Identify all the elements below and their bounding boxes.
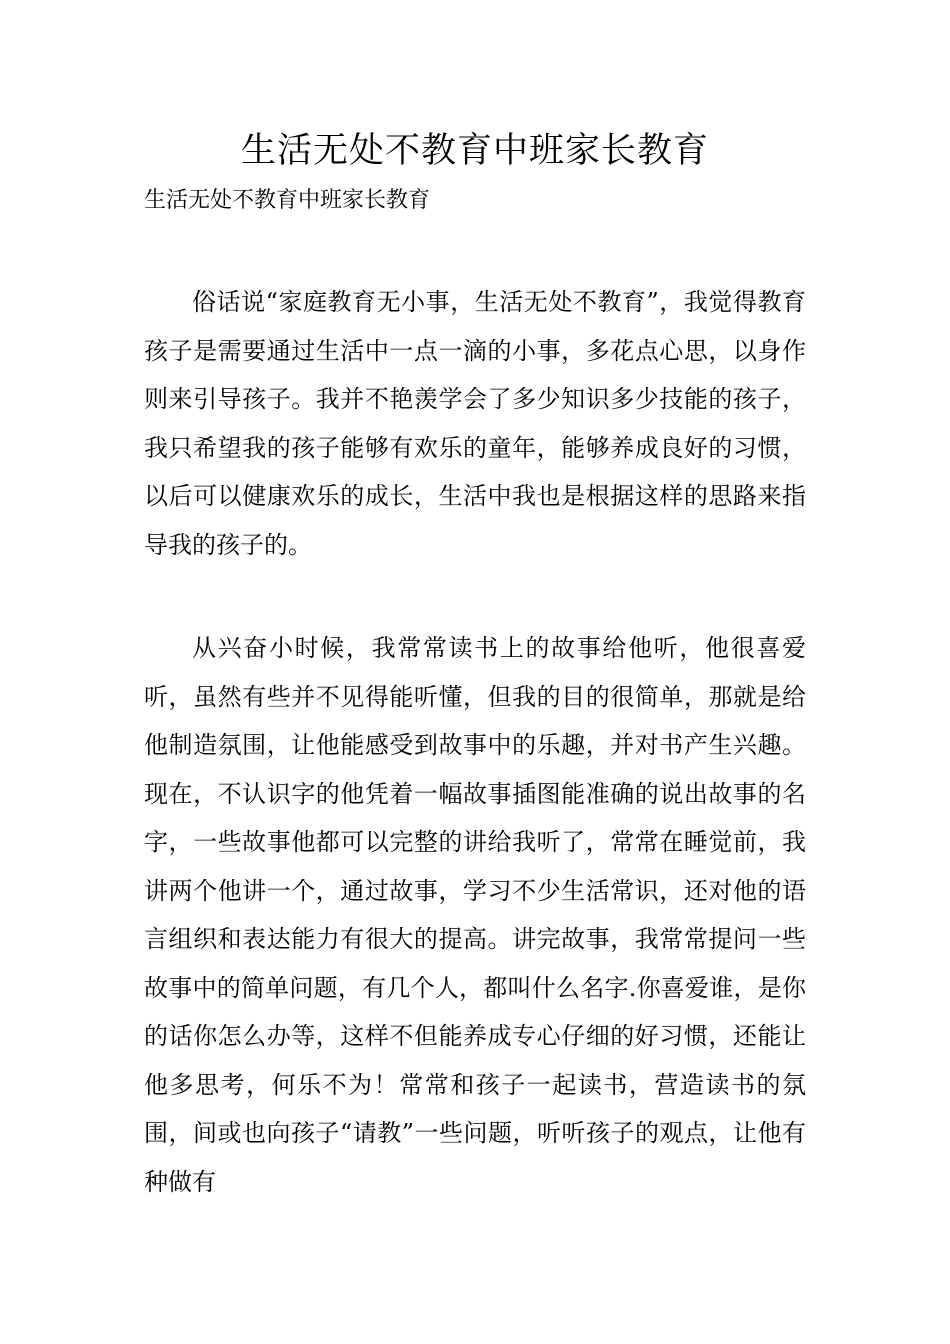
document-title: 生活无处不教育中班家长教育 [240,131,709,171]
document-subtitle: 生活无处不教育中班家长教育 [144,188,431,213]
paragraph-2: 从兴奋小时候，我常常读书上的故事给他听，他很喜爱听，虽然有些并不见得能听懂，但我的目的很简单，那就是给他制造氛围，让他能感受到故事中的乐趣，并对书产生兴趣。现在，不认识字的他凭着一幅故事插图能准确的说出故事的名字，一些故事他都可以完整的讲给我听了，常常在睡觉前，我讲两个他讲一个，通过故事，学习不少生活常识，还对他的语言组织和表达能力有很大的提高。讲完故事，我常常提问一些故事中的简单问题，有几个人，都叫什么名字.你喜爱谁，是你的话你怎么办等，这样不但能养成专心仔细的好习惯，还能让他多思考，何乐不为！常常和孩子一起读书，营造读书的氛围，间或也向孩子“请教”一些问题，听听孩子的观点，让他有种做有 [144,634,806,1196]
paragraph-1: 俗话说“家庭教育无小事，生活无处不教育”，我觉得教育孩子是需要通过生活中一点一滴的小事，多花点心思，以身作则来引导孩子。我并不艳羡学会了多少知识多少技能的孩子，我只希望我的孩子能够有欢乐的童年，能够养成良好的习惯，以后可以健康欢乐的成长，生活中我也是根据这样的思路来指导我的孩子的。 [144,288,806,559]
